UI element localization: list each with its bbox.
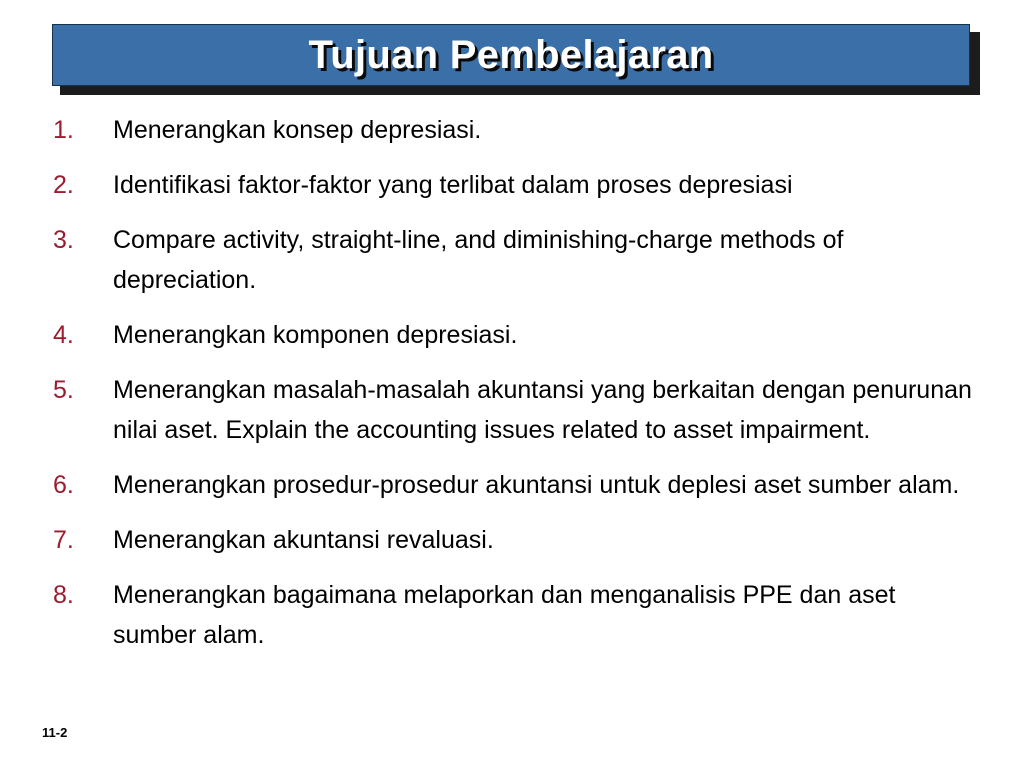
objective-number: 1. [53, 116, 74, 144]
objectives-list [0, 110, 1024, 670]
objective-item-2 [0, 165, 1024, 205]
objective-item-5 [0, 370, 1024, 450]
objective-text: Menerangkan akuntansi revaluasi. [113, 526, 494, 554]
objective-item-7 [0, 520, 1024, 560]
objective-number: 3. [53, 226, 74, 254]
objective-number: 4. [53, 321, 74, 349]
objective-number: 6. [53, 471, 74, 499]
slide-title: Tujuan Pembelajaran [308, 33, 714, 77]
objective-number: 2. [53, 171, 74, 199]
objective-item-8 [0, 575, 1024, 655]
objective-text: Menerangkan komponen depresiasi. [113, 321, 518, 349]
objective-item-3 [0, 220, 1024, 300]
objective-number: 8. [53, 581, 74, 609]
objective-item-4 [0, 315, 1024, 355]
objective-number: 5. [53, 376, 74, 404]
objective-text: Menerangkan masalah-masalah akuntansi yang berkaitan dengan penurunan nilai aset. Explain the accounting issues related to asset impairment. [113, 376, 972, 444]
objective-text: Menerangkan konsep depresiasi. [113, 116, 482, 144]
objective-item-1 [0, 110, 1024, 150]
objective-text: Menerangkan bagaimana melaporkan dan menganalisis PPE dan aset sumber alam. [113, 581, 896, 649]
objective-text: Compare activity, straight-line, and diminishing-charge methods of depreciation. [113, 226, 844, 294]
objective-text: Menerangkan prosedur-prosedur akuntansi untuk deplesi aset sumber alam. [113, 471, 960, 499]
title-banner [52, 24, 970, 86]
page-number: 11-2 [42, 725, 68, 740]
objective-number: 7. [53, 526, 74, 554]
objective-item-6 [0, 465, 1024, 505]
objective-text: Identifikasi faktor-faktor yang terlibat dalam proses depresiasi [113, 171, 793, 199]
